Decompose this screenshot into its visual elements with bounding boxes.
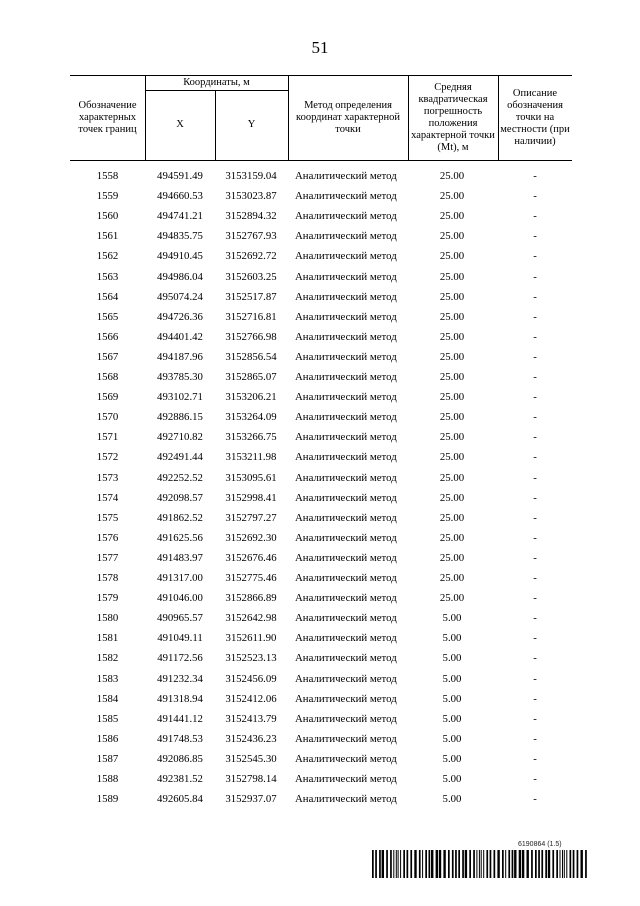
- cell-method: Аналитический метод: [295, 592, 397, 605]
- cell-method: Аналитический метод: [295, 330, 397, 343]
- cell-desc: -: [533, 431, 537, 444]
- cell-x: 490965.57: [157, 612, 203, 625]
- cell-desc: -: [533, 572, 537, 584]
- cell-x: 494835.75: [157, 230, 203, 243]
- table-row: [70, 492, 572, 512]
- cell-desc: -: [533, 632, 537, 645]
- cell-desc: -: [533, 793, 537, 806]
- document-code: 6190864 (1.5): [518, 841, 562, 848]
- cell-x: 492098.57: [157, 491, 203, 504]
- cell-num: 1575: [96, 511, 119, 524]
- cell-method: Аналитический метод: [295, 551, 397, 564]
- table-row: [70, 632, 572, 652]
- cell-desc: -: [533, 491, 537, 504]
- cell-method: Аналитический метод: [295, 712, 397, 725]
- cell-accuracy: 25.00: [439, 190, 465, 203]
- table-row: [70, 753, 572, 773]
- cell-accuracy: 25.00: [439, 471, 465, 484]
- table-row: [70, 210, 572, 230]
- cell-num: 1587: [96, 752, 119, 765]
- cell-y: 3152798.14: [225, 773, 277, 785]
- cell-x: 491172.56: [157, 652, 203, 665]
- cell-num: 1572: [96, 451, 119, 464]
- cell-method: Аналитический метод: [295, 270, 397, 283]
- table-row: [70, 693, 572, 713]
- table-row: [70, 552, 572, 572]
- cell-y: 3152611.90: [225, 632, 277, 645]
- cell-accuracy: 25.00: [439, 230, 465, 243]
- cell-y: 3152865.07: [225, 371, 277, 383]
- cell-y: 3152937.07: [225, 793, 277, 806]
- cell-method: Аналитический метод: [295, 511, 397, 524]
- cell-y: 3153023.87: [225, 190, 277, 203]
- table-row: [70, 472, 572, 492]
- cell-method: Аналитический метод: [295, 210, 397, 223]
- cell-x: 491232.34: [157, 672, 203, 685]
- cell-desc: -: [533, 371, 537, 383]
- cell-method: Аналитический метод: [295, 752, 397, 765]
- cell-accuracy: 25.00: [439, 572, 465, 584]
- cell-num: 1566: [96, 330, 119, 343]
- cell-accuracy: 25.00: [439, 531, 465, 544]
- cell-num: 1588: [96, 773, 119, 785]
- cell-y: 3152545.30: [225, 752, 277, 765]
- cell-method: Аналитический метод: [295, 612, 397, 625]
- cell-num: 1571: [96, 431, 119, 444]
- cell-x: 494726.36: [157, 310, 203, 323]
- cell-method: Аналитический метод: [295, 431, 397, 444]
- cell-accuracy: 5.00: [442, 773, 462, 785]
- table-row: [70, 512, 572, 532]
- cell-desc: -: [533, 310, 537, 323]
- table-row: [70, 713, 572, 733]
- cell-y: 3152894.32: [225, 210, 277, 223]
- cell-method: Аналитический метод: [295, 250, 397, 263]
- table-row: [70, 291, 572, 311]
- cell-num: 1564: [96, 290, 119, 303]
- cell-accuracy: 5.00: [442, 612, 462, 625]
- cell-method: Аналитический метод: [295, 451, 397, 464]
- table-row: [70, 532, 572, 552]
- cell-num: 1559: [96, 190, 119, 203]
- cell-accuracy: 5.00: [442, 692, 462, 705]
- table-row: [70, 431, 572, 451]
- cell-x: 491049.11: [157, 632, 203, 645]
- cell-x: 491483.97: [157, 551, 203, 564]
- cell-y: 3152642.98: [225, 612, 277, 625]
- cell-method: Аналитический метод: [295, 190, 397, 203]
- cell-accuracy: 25.00: [439, 270, 465, 283]
- cell-num: 1562: [96, 250, 119, 263]
- table-header: [70, 75, 572, 161]
- cell-x: 494591.49: [157, 170, 203, 182]
- cell-x: 491318.94: [157, 692, 203, 705]
- cell-accuracy: 5.00: [442, 732, 462, 745]
- cell-y: 3152436.23: [225, 732, 277, 745]
- cell-accuracy: 25.00: [439, 491, 465, 504]
- table-row: [70, 592, 572, 612]
- table-row: [70, 652, 572, 672]
- cell-desc: -: [533, 210, 537, 223]
- table-row: [70, 170, 572, 190]
- cell-method: Аналитический метод: [295, 310, 397, 323]
- table-row: [70, 773, 572, 793]
- table-row: [70, 271, 572, 291]
- cell-x: 491046.00: [157, 592, 203, 605]
- cell-x: 494187.96: [157, 350, 203, 363]
- cell-x: 494401.42: [157, 330, 203, 343]
- cell-method: Аналитический метод: [295, 692, 397, 705]
- cell-x: 494741.21: [157, 210, 203, 223]
- cell-num: 1583: [96, 672, 119, 685]
- cell-accuracy: 5.00: [442, 632, 462, 645]
- table-row: [70, 190, 572, 210]
- barcode: [372, 850, 590, 878]
- cell-desc: -: [533, 250, 537, 263]
- header-x: X: [176, 119, 184, 130]
- cell-accuracy: 25.00: [439, 330, 465, 343]
- cell-y: 3152692.30: [225, 531, 277, 544]
- cell-x: 495074.24: [157, 290, 203, 303]
- cell-x: 493102.71: [157, 391, 203, 404]
- cell-num: 1573: [96, 471, 119, 484]
- cell-method: Аналитический метод: [295, 793, 397, 806]
- cell-desc: -: [533, 170, 537, 182]
- cell-x: 494910.45: [157, 250, 203, 263]
- cell-desc: -: [533, 752, 537, 765]
- cell-desc: -: [533, 612, 537, 625]
- cell-accuracy: 25.00: [439, 391, 465, 404]
- cell-method: Аналитический метод: [295, 732, 397, 745]
- cell-accuracy: 25.00: [439, 250, 465, 263]
- table-row: [70, 451, 572, 471]
- cell-accuracy: 25.00: [439, 551, 465, 564]
- cell-num: 1586: [96, 732, 119, 745]
- cell-y: 3152716.81: [225, 310, 277, 323]
- table-row: [70, 250, 572, 270]
- cell-method: Аналитический метод: [295, 773, 397, 785]
- cell-accuracy: 25.00: [439, 371, 465, 383]
- cell-y: 3152603.25: [225, 270, 277, 283]
- cell-method: Аналитический метод: [295, 391, 397, 404]
- cell-y: 3152456.09: [225, 672, 277, 685]
- cell-num: 1578: [96, 572, 119, 584]
- cell-num: 1560: [96, 210, 119, 223]
- cell-method: Аналитический метод: [295, 230, 397, 243]
- cell-num: 1561: [96, 230, 119, 243]
- table-row: [70, 311, 572, 331]
- cell-desc: -: [533, 773, 537, 785]
- cell-method: Аналитический метод: [295, 371, 397, 383]
- cell-method: Аналитический метод: [295, 290, 397, 303]
- cell-num: 1579: [96, 592, 119, 605]
- cell-y: 3152517.87: [225, 290, 277, 303]
- cell-y: 3153206.21: [225, 391, 277, 404]
- cell-accuracy: 5.00: [442, 712, 462, 725]
- cell-desc: -: [533, 531, 537, 544]
- cell-accuracy: 5.00: [442, 752, 462, 765]
- cell-method: Аналитический метод: [295, 652, 397, 665]
- cell-x: 491625.56: [157, 531, 203, 544]
- cell-accuracy: 25.00: [439, 451, 465, 464]
- cell-num: 1563: [96, 270, 119, 283]
- table-row: [70, 351, 572, 371]
- cell-accuracy: 25.00: [439, 592, 465, 605]
- cell-y: 3153264.09: [225, 411, 277, 424]
- cell-desc: -: [533, 190, 537, 203]
- cell-y: 3152866.89: [225, 592, 277, 605]
- cell-y: 3152856.54: [225, 350, 277, 363]
- cell-y: 3153159.04: [225, 170, 277, 182]
- cell-num: 1581: [96, 632, 119, 645]
- cell-y: 3152412.06: [225, 692, 277, 705]
- cell-method: Аналитический метод: [295, 632, 397, 645]
- cell-x: 492710.82: [157, 431, 203, 444]
- cell-method: Аналитический метод: [295, 411, 397, 424]
- table-row: [70, 612, 572, 632]
- cell-desc: -: [533, 330, 537, 343]
- cell-x: 491317.00: [157, 572, 203, 584]
- cell-x: 494660.53: [157, 190, 203, 203]
- cell-accuracy: 25.00: [439, 411, 465, 424]
- cell-accuracy: 5.00: [442, 793, 462, 806]
- cell-desc: -: [533, 290, 537, 303]
- cell-accuracy: 5.00: [442, 672, 462, 685]
- table-row: [70, 331, 572, 351]
- header-designation: Обозначение характерных точек границ: [78, 100, 137, 135]
- cell-accuracy: 25.00: [439, 210, 465, 223]
- cell-accuracy: 25.00: [439, 310, 465, 323]
- cell-method: Аналитический метод: [295, 672, 397, 685]
- cell-num: 1577: [96, 551, 119, 564]
- cell-num: 1568: [96, 371, 119, 383]
- cell-method: Аналитический метод: [295, 491, 397, 504]
- cell-accuracy: 25.00: [439, 170, 465, 182]
- cell-y: 3153095.61: [225, 471, 277, 484]
- cell-desc: -: [533, 732, 537, 745]
- header-coordinates: Координаты, м: [183, 77, 250, 88]
- cell-y: 3152767.93: [225, 230, 277, 243]
- cell-desc: -: [533, 712, 537, 725]
- cell-accuracy: 25.00: [439, 350, 465, 363]
- header-method: Метод определения координат характерной точки: [296, 100, 400, 135]
- table-row: [70, 411, 572, 431]
- cell-method: Аналитический метод: [295, 350, 397, 363]
- cell-num: 1565: [96, 310, 119, 323]
- cell-x: 492605.84: [157, 793, 203, 806]
- cell-y: 3152413.79: [225, 712, 277, 725]
- cell-num: 1580: [96, 612, 119, 625]
- cell-x: 491748.53: [157, 732, 203, 745]
- cell-num: 1570: [96, 411, 119, 424]
- cell-num: 1567: [96, 350, 119, 363]
- cell-num: 1576: [96, 531, 119, 544]
- table-row: [70, 230, 572, 250]
- cell-num: 1558: [96, 170, 119, 182]
- cell-desc: -: [533, 411, 537, 424]
- cell-desc: -: [533, 270, 537, 283]
- cell-x: 492491.44: [157, 451, 203, 464]
- table-row: [70, 673, 572, 693]
- cell-y: 3152523.13: [225, 652, 277, 665]
- cell-accuracy: 25.00: [439, 290, 465, 303]
- cell-num: 1569: [96, 391, 119, 404]
- cell-y: 3152692.72: [225, 250, 277, 263]
- cell-y: 3152676.46: [225, 551, 277, 564]
- cell-num: 1574: [96, 491, 119, 504]
- table-row: [70, 572, 572, 592]
- cell-x: 494986.04: [157, 270, 203, 283]
- cell-x: 492086.85: [157, 752, 203, 765]
- cell-accuracy: 5.00: [442, 652, 462, 665]
- cell-desc: -: [533, 451, 537, 464]
- cell-num: 1585: [96, 712, 119, 725]
- cell-num: 1582: [96, 652, 119, 665]
- cell-desc: -: [533, 391, 537, 404]
- cell-method: Аналитический метод: [295, 471, 397, 484]
- cell-x: 491862.52: [157, 511, 203, 524]
- cell-y: 3152797.27: [225, 511, 277, 524]
- cell-y: 3152998.41: [225, 491, 277, 504]
- cell-num: 1589: [96, 793, 119, 806]
- cell-y: 3153211.98: [225, 451, 277, 464]
- cell-desc: -: [533, 230, 537, 243]
- cell-method: Аналитический метод: [295, 531, 397, 544]
- cell-x: 492381.52: [157, 773, 203, 785]
- cell-x: 492886.15: [157, 411, 203, 424]
- cell-x: 492252.52: [157, 471, 203, 484]
- header-description: Описание обозначения точки на местности (при наличии): [500, 88, 570, 147]
- table-row: [70, 733, 572, 753]
- cell-y: 3152766.98: [225, 330, 277, 343]
- cell-y: 3152775.46: [225, 572, 277, 584]
- table-row: [70, 371, 572, 391]
- cell-desc: -: [533, 592, 537, 605]
- cell-x: 493785.30: [157, 371, 203, 383]
- page-number: 51: [311, 38, 329, 57]
- table-row: [70, 793, 572, 813]
- cell-accuracy: 25.00: [439, 511, 465, 524]
- cell-desc: -: [533, 511, 537, 524]
- cell-desc: -: [533, 652, 537, 665]
- cell-desc: -: [533, 692, 537, 705]
- table-row: [70, 391, 572, 411]
- cell-desc: -: [533, 551, 537, 564]
- cell-desc: -: [533, 350, 537, 363]
- cell-method: Аналитический метод: [295, 170, 397, 182]
- cell-method: Аналитический метод: [295, 572, 397, 584]
- cell-desc: -: [533, 672, 537, 685]
- cell-accuracy: 25.00: [439, 431, 465, 444]
- header-y: Y: [247, 119, 256, 130]
- cell-desc: -: [533, 471, 537, 484]
- cell-y: 3153266.75: [225, 431, 277, 444]
- cell-num: 1584: [96, 692, 119, 705]
- header-accuracy: Средняя квадратическая погрешность положения характерной точки (Mt), м: [411, 82, 495, 153]
- cell-x: 491441.12: [157, 712, 203, 725]
